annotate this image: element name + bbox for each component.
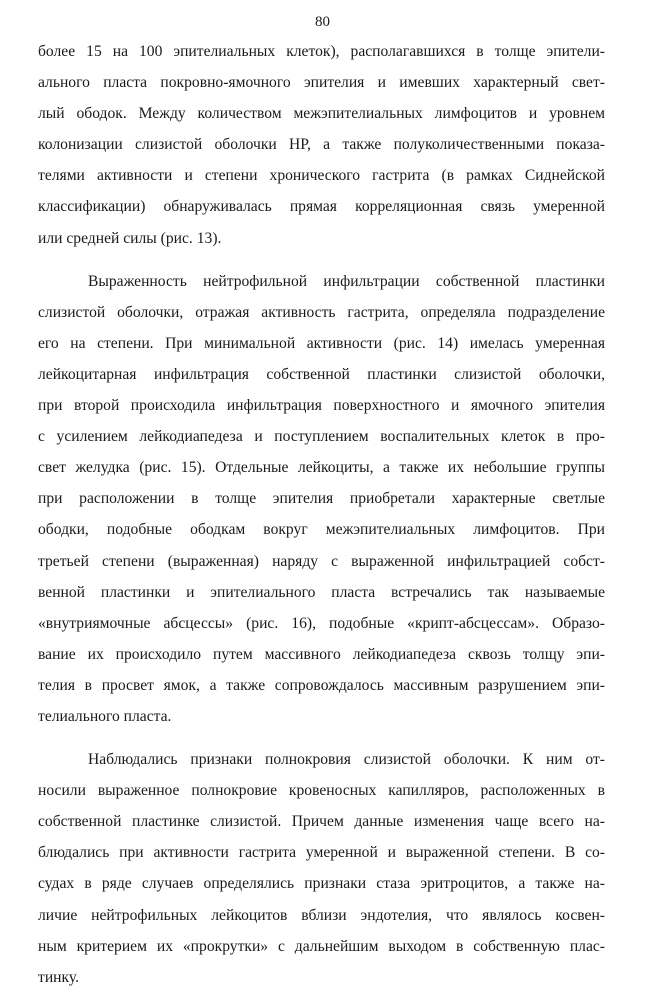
text-line: слизистой оболочки, отражая активность гастрита, определяла подразделение xyxy=(38,303,605,321)
text-line: судах в ряде случаев определялись признаки стаза эритроцитов, а также на- xyxy=(38,875,605,893)
text-line: личие нейтрофильных лейкоцитов вблизи эндотелия, что являлось косвен- xyxy=(38,906,605,924)
text-line: колонизации слизистой оболочки НР, а также полуколичественными показа- xyxy=(38,136,605,154)
paragraph-3 xyxy=(38,744,605,993)
text-line: телия в просвет ямок, а также сопровождалось массивным разрушением эпи- xyxy=(38,676,605,694)
document-body xyxy=(38,36,605,993)
text-line: более 15 на 100 эпителиальных клеток), располагавшихся в толще эпители- xyxy=(38,43,605,60)
text-line: Наблюдались признаки полнокровия слизистой оболочки. К ним от- xyxy=(88,751,605,769)
paragraph-2 xyxy=(38,266,605,732)
text-line: «внутриямочные абсцессы» (рис. 16), подобные «крипт-абсцессам». Образо- xyxy=(38,614,605,632)
text-line: телиального пласта. xyxy=(38,707,172,725)
text-line: ободки, подобные ободкам вокруг межэпителиальных лимфоцитов. При xyxy=(38,521,605,539)
text-line: или средней силы (рис. 13). xyxy=(38,229,222,247)
text-line: свет желудка (рис. 15). Отдельные лейкоциты, а также их небольшие группы xyxy=(38,459,605,477)
text-line: при второй происходила инфильтрация поверхностного и ямочного эпителия xyxy=(38,397,605,415)
paragraph-1 xyxy=(38,36,605,254)
text-line: ным критерием их «прокрутки» с дальнейшим выходом в собственную плас- xyxy=(38,937,605,955)
text-line: лый ободок. Между количеством межэпителиальных лимфоцитов и уровнем xyxy=(38,105,605,123)
text-line: Выраженность нейтрофильной инфильтрации собственной пластинки xyxy=(88,272,605,290)
paragraph-gap xyxy=(38,732,605,744)
paragraph-gap xyxy=(38,254,605,266)
text-line: лейкоцитарная инфильтрация собственной пластинки слизистой оболочки, xyxy=(38,365,605,383)
text-line: третьей степени (выраженная) наряду с выраженной инфильтрацией собст- xyxy=(38,552,605,570)
text-line: собственной пластинке слизистой. Причем данные изменения чаще всего на- xyxy=(38,813,605,831)
text-line: его на степени. При минимальной активности (рис. 14) имелась умеренная xyxy=(38,334,605,352)
text-line: ального пласта покровно-ямочного эпителия и имевших характерный свет- xyxy=(38,74,605,92)
text-line: при расположении в толще эпителия приобретали характерные светлые xyxy=(38,490,605,508)
text-line: вание их происходило путем массивного лейкодиапедеза сквозь толщу эпи- xyxy=(38,645,605,663)
text-line: блюдались при активности гастрита умеренной и выраженной степени. В со- xyxy=(38,844,605,862)
text-line: телями активности и степени хронического гастрита (в рамках Сиднейской xyxy=(38,167,605,185)
page-number: 80 xyxy=(315,14,330,30)
text-line: с усилением лейкодиапедеза и поступлением воспалительных клеток в про- xyxy=(38,428,605,446)
text-line: носили выраженное полнокровие кровеносных капилляров, расположенных в xyxy=(38,782,605,800)
text-line: тинку. xyxy=(38,968,79,986)
text-line: классификации) обнаруживалась прямая корреляционная связь умеренной xyxy=(38,198,605,216)
text-line: венной пластинки и эпителиального пласта встречались так называемые xyxy=(38,583,605,601)
